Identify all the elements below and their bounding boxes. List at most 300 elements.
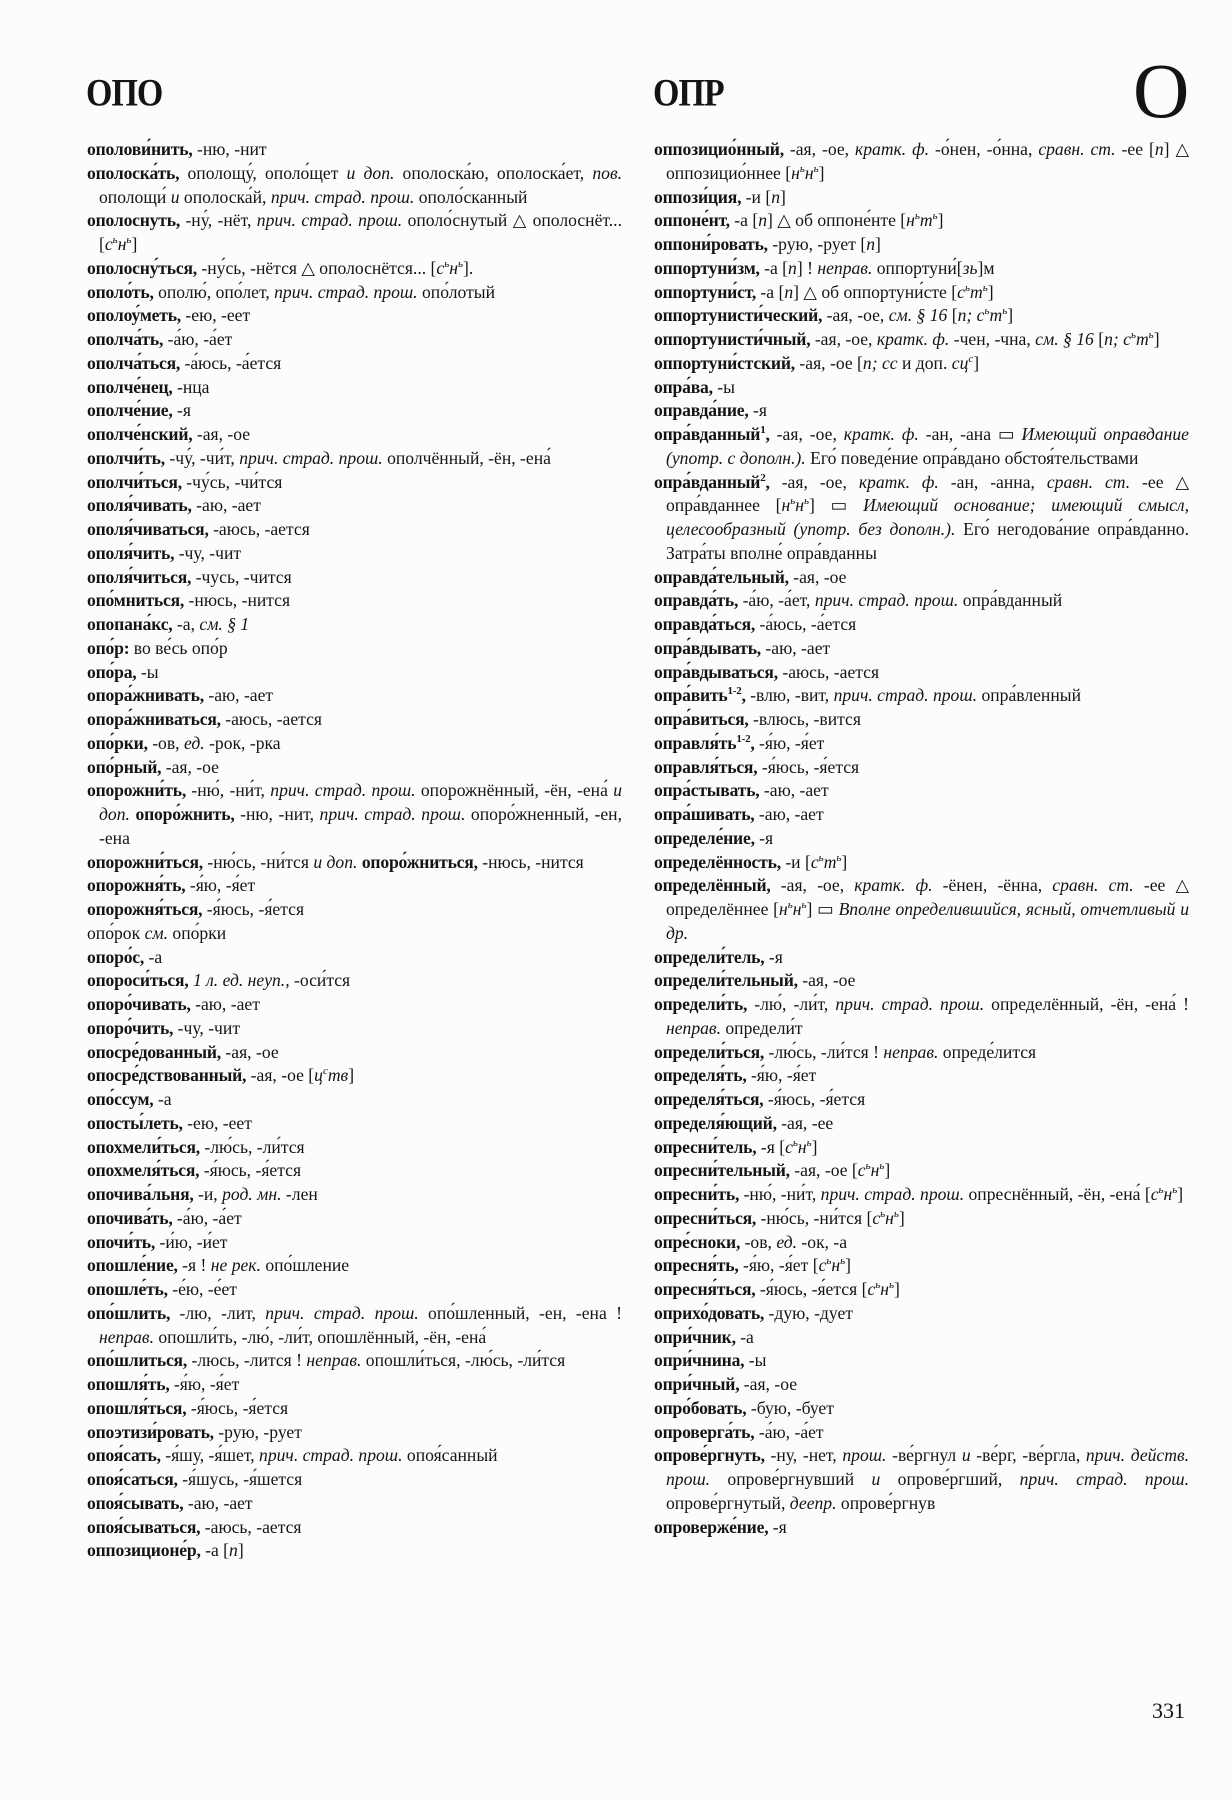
headword: опресни́ть, bbox=[654, 1184, 740, 1204]
superscript: ь bbox=[444, 257, 450, 270]
grammar-label: кратк. ф. bbox=[858, 471, 939, 492]
dictionary-entry: опошле́ть, -е́ю, -е́ет bbox=[87, 1279, 237, 1299]
headword: ополови́нить, bbox=[87, 139, 193, 159]
dictionary-entry: оприхо́довать, -дую, -дует bbox=[654, 1302, 853, 1323]
dictionary-entry: ополчи́ться, -чу́сь, -чи́тся bbox=[87, 471, 283, 492]
dictionary-entry: опра́вданный$^2$, -ая, -ое, кратк. ф. -ан, -анна, сравн. ст. -ее △ опра́вданнее $[н^ьн^ь]$ ▭ Имеющий основание; имеющий смысл, целесообразный (употр. без дополн.). Его́ негодова́ние опра́вданно. Затра́ты вполне́ опра́вданны bbox=[654, 471, 1190, 563]
dictionary-entry: опресня́ться, -я́юсь, -я́ется $[с^ьн^ь]$ bbox=[654, 1279, 900, 1299]
headword: опо́мниться, bbox=[87, 590, 185, 611]
headword: оппортуни́ст, bbox=[654, 281, 757, 302]
headword: определи́тельный, bbox=[654, 970, 798, 991]
grammar-label: и bbox=[961, 1445, 971, 1466]
grammar-label: п bbox=[788, 257, 797, 278]
headword: определённость, bbox=[654, 851, 781, 872]
grammar-label: сравн. ст. bbox=[1046, 471, 1131, 492]
dictionary-entry: опошле́ние, -я ! не рек. опо́шление bbox=[87, 1255, 350, 1276]
headword: опо́шлить, bbox=[87, 1302, 171, 1323]
grammar-label: Имеющий оправдание (употр. с дополн.). bbox=[666, 424, 1189, 468]
dictionary-entry: оппони́ровать, -рую, -рует [п] bbox=[654, 234, 881, 254]
dictionary-entry: опра́ва, -ы bbox=[654, 376, 735, 397]
grammar-label: $н^ьт^ь$ bbox=[906, 210, 938, 231]
grammar-label: см. § 16 bbox=[888, 305, 948, 326]
grammar-label: сравн. ст. bbox=[1038, 139, 1116, 159]
headword: оппортунисти́чный, bbox=[654, 329, 811, 349]
dictionary-entry: опоя́саться, -я́шусь, -я́шется bbox=[87, 1469, 303, 1489]
dictionary-entry: ополови́нить, -ню, -нит bbox=[87, 139, 267, 159]
superscript: ь bbox=[457, 257, 463, 270]
headword: опошля́ться, bbox=[87, 1397, 187, 1418]
running-head-right: ОПР bbox=[653, 72, 724, 115]
headword: оппоне́нт, bbox=[654, 210, 730, 231]
superscript: ь bbox=[840, 1255, 846, 1268]
superscript: с bbox=[322, 1065, 328, 1078]
dictionary-entry: ополчи́ть, -чу́, -чи́т, прич. страд. прош. ополчённый, -ён, -ена́ bbox=[87, 447, 551, 468]
headword: опоро́чивать, bbox=[87, 994, 191, 1014]
superscript: 1-2 bbox=[736, 732, 751, 745]
headword: ополоснуть, bbox=[87, 210, 181, 231]
grammar-label: зь bbox=[962, 257, 978, 278]
headword: опра́вить$^{1-2}$, bbox=[654, 685, 746, 706]
headword: оппортуни́стский, bbox=[654, 352, 795, 373]
grammar-label: ед. bbox=[183, 732, 205, 753]
dictionary-entry: оппортунисти́чный, -ая, -ое, кратк. ф. -чен, -чна, см. § 16 [п; $с^ьт^ь$] bbox=[654, 329, 1160, 349]
headword: определи́ться, bbox=[654, 1041, 765, 1062]
headword: опорожня́ть, bbox=[87, 875, 186, 896]
grammar-label: и доп. bbox=[313, 851, 358, 872]
dictionary-entry: опра́вданный$^1$, -ая, -ое, кратк. ф. -ан, -ана ▭ Имеющий оправдание (употр. с дополн.). Его́ поведе́ние опра́вдано обстоя́тельствами bbox=[654, 424, 1189, 468]
dictionary-entry: оппортуни́ст, -а [п] △ об оппортуни́сте $[с^ьт^ь]$ bbox=[654, 281, 994, 302]
grammar-label: Вполне определившийся, ясный, отчетливый и др. bbox=[666, 899, 1189, 943]
dictionary-entry: ополча́ться, -а́юсь, -а́ется bbox=[87, 352, 282, 373]
headword: опочива́льня, bbox=[87, 1184, 194, 1204]
dictionary-entry: ополя́чивать, -аю, -ает bbox=[87, 495, 261, 516]
grammar-label: прич. страд. прош. bbox=[256, 210, 403, 231]
headword: оправда́тельный, bbox=[654, 566, 789, 587]
superscript: ь bbox=[836, 851, 842, 864]
dictionary-entry: опоя́сываться, -аюсь, -ается bbox=[87, 1516, 302, 1537]
superscript: ь bbox=[112, 234, 118, 247]
dictionary-entry: оправда́тельный, -ая, -ое bbox=[654, 566, 847, 587]
dictionary-entry: определя́ть, -я́ю, -я́ет bbox=[654, 1065, 817, 1086]
headword: опошле́ние, bbox=[87, 1255, 178, 1276]
dictionary-entry: оппози́ция, -и [п] bbox=[654, 186, 786, 207]
dictionary-entry: опро́бовать, -бую, -бует bbox=[654, 1397, 834, 1418]
superscript: ь bbox=[932, 210, 938, 223]
headword: определи́ть, bbox=[654, 994, 748, 1014]
grammar-label: прош. bbox=[842, 1445, 887, 1466]
dictionary-entry: $оправля́ть^{1-2}$, -я́ю, -я́ет bbox=[654, 732, 825, 753]
dictionary-entry: опо́рный, -ая, -ое bbox=[87, 756, 219, 777]
dictionary-entry: опра́вдываться, -аюсь, -ается bbox=[654, 661, 880, 682]
headword: определи́тель, bbox=[654, 946, 765, 967]
headword: $оправля́ть^{1-2}$, bbox=[654, 732, 755, 753]
dictionary-entry: определя́ющий, -ая, -ее bbox=[654, 1112, 834, 1133]
headword: опре́сноки, bbox=[654, 1231, 741, 1252]
headword: опороси́ться, bbox=[87, 970, 189, 991]
headword: опо́ра, bbox=[87, 661, 137, 682]
headword: опорожни́ть, bbox=[87, 780, 187, 801]
headword: опри́чник, bbox=[654, 1326, 736, 1347]
headword: ополчи́ться, bbox=[87, 471, 182, 492]
grammar-label: прич. страд. прош. bbox=[833, 685, 978, 706]
headword: ополоу́меть, bbox=[87, 305, 181, 326]
headword: опоро́с, bbox=[87, 946, 145, 967]
superscript: ь bbox=[790, 495, 796, 508]
dictionary-entry: опра́виться, -влюсь, -вится bbox=[654, 709, 861, 729]
dictionary-entry: определе́ние, -я bbox=[654, 827, 774, 848]
headword: оправда́ть, bbox=[654, 590, 739, 611]
running-head-left: ОПО bbox=[86, 72, 163, 115]
grammar-label: неправ. bbox=[817, 257, 873, 278]
dictionary-entry: опосты́леть, -ею, -еет bbox=[87, 1112, 252, 1133]
headword: определя́ться, bbox=[654, 1089, 764, 1109]
headword: опошля́ть, bbox=[87, 1374, 170, 1394]
grammar-label: кратк. ф. bbox=[843, 424, 919, 444]
dictionary-entry: определи́тель, -я bbox=[654, 946, 783, 967]
headword: опра́ва, bbox=[654, 376, 713, 397]
dictionary-entry: опороси́ться, 1 л. ед. неуп., -оси́тся bbox=[87, 970, 351, 991]
headword: опресни́тельный, bbox=[654, 1160, 790, 1181]
headword: опра́стывать, bbox=[654, 780, 760, 801]
headword: опоро́жнить, bbox=[135, 804, 235, 824]
grammar-label: 1 л. ед. неуп., bbox=[192, 970, 290, 991]
dictionary-entry: опорожни́ть, -ню́, -ни́т, прич. страд. прош. опорожнённый, -ён, -ена́ и доп. опоро́жнить, -ню, -нит, прич. страд. прош. опоро́жненный, -ен, -ена bbox=[87, 780, 623, 848]
grammar-label: $н^ьн^ь$ bbox=[791, 162, 819, 183]
headword: опошле́ть, bbox=[87, 1279, 168, 1299]
dictionary-entry: опохмели́ться, -лю́сь, -ли́тся bbox=[87, 1136, 305, 1157]
headword: оппозиционе́р, bbox=[87, 1540, 201, 1561]
headword: оправля́ться, bbox=[654, 756, 758, 777]
grammar-label: п bbox=[784, 281, 794, 302]
dictionary-entry: ополоска́ть, ополощу́, ополо́щет и доп. ополоска́ю, ополоска́ет, пов. ополощи́ и ополоска́й, прич. страд. прош. ополо́сканный bbox=[87, 162, 622, 207]
dictionary-entry: опрове́ргнуть, -ну, -нет, прош. -ве́ргнул и -ве́рг, -ве́ргла, прич. действ. прош. опрове́ргнувший и опрове́ргший, прич. страд. прош. опрове́ргнутый, деепр. опрове́ргнув bbox=[654, 1445, 1189, 1513]
grammar-label: п bbox=[758, 210, 767, 231]
right-column bbox=[654, 138, 1189, 1539]
dictionary-entry: ополче́нский, -ая, -ое bbox=[87, 424, 251, 444]
dictionary-entry: опо́р: во ве́сь опо́р bbox=[87, 637, 228, 658]
superscript: 2 bbox=[760, 471, 766, 484]
headword: ополя́чивать, bbox=[87, 495, 192, 516]
dictionary-entry: определённый, -ая, -ое, кратк. ф. -ёнен, -ённа, сравн. ст. -ее △ определённее $[н^ьн^ь]$ ▭ Вполне определившийся, ясный, отчетливый и др. bbox=[654, 875, 1189, 943]
dictionary-entry: опри́чный, -ая, -ое bbox=[654, 1374, 798, 1394]
dictionary-entry: ополоу́меть, -ею, -еет bbox=[87, 305, 251, 326]
headword: ополя́чить, bbox=[87, 542, 175, 563]
grammar-label: $ц^ств$ bbox=[314, 1065, 349, 1086]
grammar-label: $с^ьт^ь$ bbox=[957, 281, 988, 302]
headword: оппозицио́нный, bbox=[654, 139, 784, 159]
grammar-label: $с^ьт^ь$ bbox=[810, 851, 842, 872]
dictionary-entry: опоро́чить, -чу, -чит bbox=[87, 1017, 241, 1038]
dictionary-entry: определи́ться, -лю́сь, -ли́тся ! неправ. опреде́лится bbox=[654, 1041, 1037, 1062]
dictionary-entry: оппортуни́зм, -а [п] ! неправ. оппортуни́[зь]м bbox=[654, 257, 995, 278]
dictionary-entry: опо́рки, -ов, ед. -рок, -рка bbox=[87, 732, 281, 753]
headword: опоро́жниться, bbox=[361, 851, 478, 872]
headword: опоя́сываться, bbox=[87, 1516, 201, 1537]
headword: опро́бовать, bbox=[654, 1397, 747, 1418]
grammar-label: прич. страд. прош. bbox=[270, 780, 416, 801]
headword: опресни́тель, bbox=[654, 1136, 757, 1157]
dictionary-entry: ополя́читься, -чусь, -чится bbox=[87, 566, 292, 587]
dictionary-entry: опри́чник, -а bbox=[654, 1326, 754, 1347]
grammar-label: $с^ьн^ь$ bbox=[436, 257, 463, 278]
headword: опорожни́ться, bbox=[87, 851, 203, 872]
grammar-label: п bbox=[866, 234, 875, 254]
dictionary-entry: опресни́ться, -ню́сь, -ни́тся $[с^ьн^ь]$ bbox=[654, 1207, 905, 1228]
headword: оппортунисти́ческий, bbox=[654, 305, 823, 326]
dictionary-entry: определя́ться, -я́юсь, -я́ется bbox=[654, 1089, 866, 1109]
dictionary-entry: оправля́ться, -я́юсь, -я́ется bbox=[654, 756, 860, 777]
headword: опочи́ть, bbox=[87, 1231, 156, 1252]
headword: опочива́ть, bbox=[87, 1207, 173, 1228]
superscript: ь bbox=[792, 1136, 798, 1149]
headword: ополча́ться, bbox=[87, 352, 181, 373]
headword: опо́рный, bbox=[87, 756, 162, 777]
headword: определя́ть, bbox=[654, 1065, 747, 1086]
superscript: ь bbox=[801, 899, 807, 912]
headword: оправда́ние, bbox=[654, 400, 749, 421]
dictionary-entry: опошля́ть, -я́ю, -я́ет bbox=[87, 1374, 240, 1394]
grammar-label: род. мн. bbox=[222, 1184, 282, 1204]
grammar-label: прич. страд. прош. bbox=[814, 590, 959, 611]
headword: оппози́ция, bbox=[654, 186, 742, 207]
dictionary-entry: опра́шивать, -аю, -ает bbox=[654, 804, 824, 824]
superscript: ь bbox=[879, 1160, 885, 1173]
grammar-label: прич. страд. прош. bbox=[319, 804, 466, 824]
dictionary-entry: ополосну́ться, -ну́сь, -нётся △ ополоснётся... $[с^ьн^ь]$. bbox=[87, 257, 474, 278]
headword: опра́вданный$^1$, bbox=[654, 424, 770, 444]
superscript: ь bbox=[964, 281, 970, 294]
headword: оппортуни́зм, bbox=[654, 257, 760, 278]
dictionary-entry: опочива́льня, -и, род. мн. -лен bbox=[87, 1184, 318, 1204]
superscript: ь bbox=[893, 1207, 899, 1220]
dictionary-entry: определи́тельный, -ая, -ое bbox=[654, 970, 856, 991]
grammar-label: $с^ьн^ь$ bbox=[1150, 1184, 1178, 1204]
grammar-label: $н^ьн^ь$ bbox=[781, 495, 810, 516]
grammar-label: прич. страд. прош. bbox=[265, 1302, 419, 1323]
headword: определённый, bbox=[654, 875, 771, 896]
headword: опра́виться, bbox=[654, 709, 749, 729]
headword: опри́чнина, bbox=[654, 1350, 745, 1371]
headword: опо́рки, bbox=[87, 732, 148, 753]
superscript: ь bbox=[806, 1136, 812, 1149]
dictionary-entry: опохмеля́ться, -я́юсь, -я́ется bbox=[87, 1160, 302, 1181]
headword: опорожня́ться, bbox=[87, 899, 203, 919]
grammar-label: и доп. bbox=[99, 780, 623, 824]
dictionary-entry: оппоне́нт, -а [п] △ об оппоне́нте $[н^ьт^ь]$ bbox=[654, 210, 944, 231]
headword: ополчи́ть, bbox=[87, 447, 165, 468]
grammar-label: пов. bbox=[592, 162, 622, 183]
headword: опра́вдывать, bbox=[654, 637, 762, 658]
grammar-label: Имеющий основание; имеющий смысл, целесообразный (употр. без дополн.). bbox=[666, 495, 1189, 539]
dictionary-entry: опосре́дованный, -ая, -ое bbox=[87, 1041, 279, 1062]
dictionary-entry: опо́мниться, -нюсь, -нится bbox=[87, 590, 291, 611]
headword: ополча́ть, bbox=[87, 329, 164, 349]
dictionary-entry: опресни́тель, -я $[с^ьн^ь]$ bbox=[654, 1136, 818, 1157]
headword: опоя́саться, bbox=[87, 1469, 178, 1489]
grammar-label: п; $с^ьт^ь$ bbox=[1104, 329, 1154, 349]
grammar-label: кратк. ф. bbox=[876, 329, 950, 349]
grammar-label: см. § 16 bbox=[1035, 329, 1094, 349]
headword: опо́ссум, bbox=[87, 1089, 154, 1109]
grammar-label: п bbox=[1154, 139, 1164, 159]
dictionary-entry: оппозицио́нный, -ая, -ое, кратк. ф. -о́нен, -о́нна, сравн. ст. -ее [п] △ оппозицио́ннее $[н^ьн^ь]$ bbox=[654, 139, 1190, 183]
headword: опра́вдываться, bbox=[654, 661, 778, 682]
grammar-label: прич. страд. прош. bbox=[259, 1445, 403, 1466]
grammar-label: прич. страд. прош. bbox=[274, 281, 418, 302]
dictionary-entry: опроверже́ние, -я bbox=[654, 1516, 787, 1537]
dictionary-entry: опо́шлиться, -люсь, -лится ! неправ. опошли́ться, -лю́сь, -ли́тся bbox=[87, 1350, 566, 1371]
dictionary-entry: опра́вдывать, -аю, -ает bbox=[654, 637, 831, 658]
headword: оппони́ровать, bbox=[654, 234, 768, 254]
grammar-label: прич. страд. прош. bbox=[835, 994, 985, 1014]
headword: ополче́нец, bbox=[87, 376, 173, 397]
grammar-label: $с^ьн^ь$ bbox=[818, 1255, 846, 1276]
grammar-label: $с^ьн^ь$ bbox=[785, 1136, 812, 1157]
dictionary-entry: опроверга́ть, -а́ю, -а́ет bbox=[654, 1421, 824, 1442]
superscript: ь bbox=[1148, 329, 1154, 342]
dictionary-entry: опоро́с, -а bbox=[87, 946, 163, 967]
headword: опресня́ться, bbox=[654, 1279, 756, 1299]
grammar-label: прич. страд. прош. bbox=[239, 447, 383, 468]
dictionary-entry: оппортунисти́ческий, -ая, -ое, см. § 16 [п; $с^ьт^ь$] bbox=[654, 305, 1014, 326]
dictionary-entry: оправда́ние, -я bbox=[654, 400, 767, 421]
superscript: ь bbox=[865, 1160, 871, 1173]
headword: ополче́нский, bbox=[87, 424, 193, 444]
dictionary-entry: опора́жниваться, -аюсь, -ается bbox=[87, 709, 322, 729]
headword: опри́чный, bbox=[654, 1374, 740, 1394]
dictionary-entry: опо́ссум, -а bbox=[87, 1089, 172, 1109]
grammar-label: прич. действ. прош. bbox=[666, 1445, 1189, 1489]
dictionary-entry: оппозиционе́р, -а [п] bbox=[87, 1540, 244, 1561]
dictionary-entry: опочи́ть, -и́ю, -и́ет bbox=[87, 1231, 228, 1252]
headword: опохмели́ться, bbox=[87, 1136, 200, 1157]
grammar-label: п; $с^ьт^ь$ bbox=[957, 305, 1008, 326]
grammar-label: кратк. ф. bbox=[855, 139, 930, 159]
dictionary-entry: опра́стывать, -аю, -ает bbox=[654, 780, 829, 801]
superscript: ь bbox=[875, 1279, 881, 1292]
grammar-label: неправ. bbox=[666, 1017, 721, 1038]
dictionary-entry: опре́сноки, -ов, ед. -ок, -а bbox=[654, 1231, 848, 1252]
headword: опресня́ть, bbox=[654, 1255, 739, 1276]
superscript: ь bbox=[880, 1207, 886, 1220]
dictionary-entry: ополя́чиваться, -аюсь, -ается bbox=[87, 519, 310, 539]
grammar-label: и доп. bbox=[346, 162, 395, 183]
dictionary-entry: опора́жнивать, -аю, -ает bbox=[87, 685, 274, 706]
dictionary-entry: опресня́ть, -я́ю, -я́ет $[с^ьн^ь]$ bbox=[654, 1255, 851, 1276]
dictionary-entry: опоро́чивать, -аю, -ает bbox=[87, 994, 260, 1014]
headword: опроверже́ние, bbox=[654, 1516, 769, 1537]
headword: опроверга́ть, bbox=[654, 1421, 755, 1442]
grammar-label: см. bbox=[144, 922, 168, 943]
headword: опресни́ться, bbox=[654, 1207, 757, 1228]
headword: опосты́леть, bbox=[87, 1112, 183, 1133]
headword: опосре́дствованный, bbox=[87, 1065, 247, 1086]
headword: определя́ющий, bbox=[654, 1112, 777, 1133]
superscript: ь bbox=[813, 162, 819, 175]
grammar-label: и bbox=[170, 186, 180, 207]
dictionary-entry: ополче́ние, -я bbox=[87, 400, 191, 421]
headword: ополя́читься, bbox=[87, 566, 192, 587]
grammar-label: неправ. bbox=[883, 1041, 939, 1062]
dictionary-entry: опорожня́ться, -я́юсь, -я́ется bbox=[87, 899, 305, 919]
dictionary-entry: опри́чнина, -ы bbox=[654, 1350, 767, 1371]
grammar-label: см. § 1 bbox=[199, 614, 250, 634]
dictionary-entry: опоя́сывать, -аю, -ает bbox=[87, 1492, 253, 1513]
headword: ополо́ть, bbox=[87, 281, 154, 302]
left-column bbox=[87, 138, 622, 1563]
dictionary-entry: определённость, -и $[с^ьт^ь]$ bbox=[654, 851, 848, 872]
dictionary-entry: опорожня́ть, -я́ю, -я́ет bbox=[87, 875, 256, 896]
dictionary-entry: ополча́ть, -а́ю, -а́ет bbox=[87, 329, 233, 349]
grammar-label: и bbox=[871, 1469, 881, 1489]
superscript: ь bbox=[818, 851, 824, 864]
headword: опоя́сать, bbox=[87, 1445, 161, 1466]
dictionary-entry: опоэтизи́ровать, -рую, -рует bbox=[87, 1421, 302, 1442]
grammar-label: деепр. bbox=[789, 1492, 837, 1513]
dictionary-entry: опочива́ть, -а́ю, -а́ет bbox=[87, 1207, 242, 1228]
headword: опра́вданный$^2$, bbox=[654, 471, 770, 492]
dictionary-entry: опошля́ться, -я́юсь, -я́ется bbox=[87, 1397, 289, 1418]
headword: опора́жнивать, bbox=[87, 685, 204, 706]
headword: опоя́сывать, bbox=[87, 1492, 184, 1513]
dictionary-entry: ополо́ть, ополю́, опо́лет, прич. страд. прош. опо́лотый bbox=[87, 281, 496, 302]
headword: опра́шивать, bbox=[654, 804, 755, 824]
dictionary-entry: опо́шлить, -лю, -лит, прич. страд. прош. опо́шленный, -ен, -ена ! неправ. опошли́ть, -лю́, -ли́т, опошлённый, -ён, -ена́ bbox=[87, 1302, 622, 1347]
superscript: ь bbox=[889, 1279, 895, 1292]
headword: ополоска́ть, bbox=[87, 162, 180, 183]
dictionary-entry: опресни́тельный, -ая, -ое $[с^ьн^ь]$ bbox=[654, 1160, 891, 1181]
dictionary-entry: оправда́ться, -а́юсь, -а́ется bbox=[654, 614, 857, 634]
dictionary-entry: опосре́дствованный, -ая, -ое $[ц^ств]$ bbox=[87, 1065, 355, 1086]
headword: опоро́чить, bbox=[87, 1017, 174, 1038]
superscript: 1-2 bbox=[727, 685, 742, 698]
headword: ополя́чиваться, bbox=[87, 519, 209, 539]
dictionary-entry: опо́ра, -ы bbox=[87, 661, 159, 682]
page-number: 331 bbox=[1152, 1698, 1185, 1723]
dictionary-entry: оправда́ть, -а́ю, -а́ет, прич. страд. прош. опра́вданный bbox=[654, 590, 1063, 611]
superscript: ь bbox=[826, 1255, 832, 1268]
grammar-label: $н^ьн^ь$ bbox=[779, 899, 807, 919]
headword: ополосну́ться, bbox=[87, 257, 197, 278]
superscript: ь bbox=[1130, 329, 1136, 342]
superscript: ь bbox=[1172, 1184, 1178, 1197]
headword: опосре́дованный, bbox=[87, 1041, 222, 1062]
grammar-label: прич. страд. прош. bbox=[270, 186, 415, 207]
superscript: ь bbox=[1158, 1184, 1164, 1197]
headword: опора́жниваться, bbox=[87, 709, 221, 729]
superscript: ь bbox=[799, 162, 805, 175]
grammar-label: $с^ьн^ь$ bbox=[857, 1160, 885, 1181]
superscript: ь bbox=[982, 281, 988, 294]
headword: опо́шлиться, bbox=[87, 1350, 188, 1371]
superscript: с bbox=[968, 352, 974, 365]
dictionary-entry: опопана́кс, -а, см. § 1 bbox=[87, 614, 250, 634]
headword: опопана́кс, bbox=[87, 614, 173, 634]
superscript: 1 bbox=[760, 424, 766, 437]
superscript: ь bbox=[984, 305, 990, 318]
superscript: ь bbox=[126, 234, 132, 247]
dictionary-entry: оппортуни́стский, -ая, -ое [п; сс и доп. $сц^с$] bbox=[654, 352, 980, 373]
headword: опохмеля́ться, bbox=[87, 1160, 200, 1181]
headword: ополче́ние, bbox=[87, 400, 173, 421]
superscript: ь bbox=[787, 899, 793, 912]
superscript: ь bbox=[914, 210, 920, 223]
dictionary-entry: опоя́сать, -я́шу, -я́шет, прич. страд. прош. опоя́санный bbox=[87, 1445, 498, 1466]
grammar-label: прич. страд. прош. bbox=[1019, 1469, 1189, 1489]
grammar-label: неправ. bbox=[306, 1350, 362, 1371]
grammar-label: прич. страд. прош. bbox=[820, 1184, 965, 1204]
headword: определе́ние, bbox=[654, 827, 755, 848]
